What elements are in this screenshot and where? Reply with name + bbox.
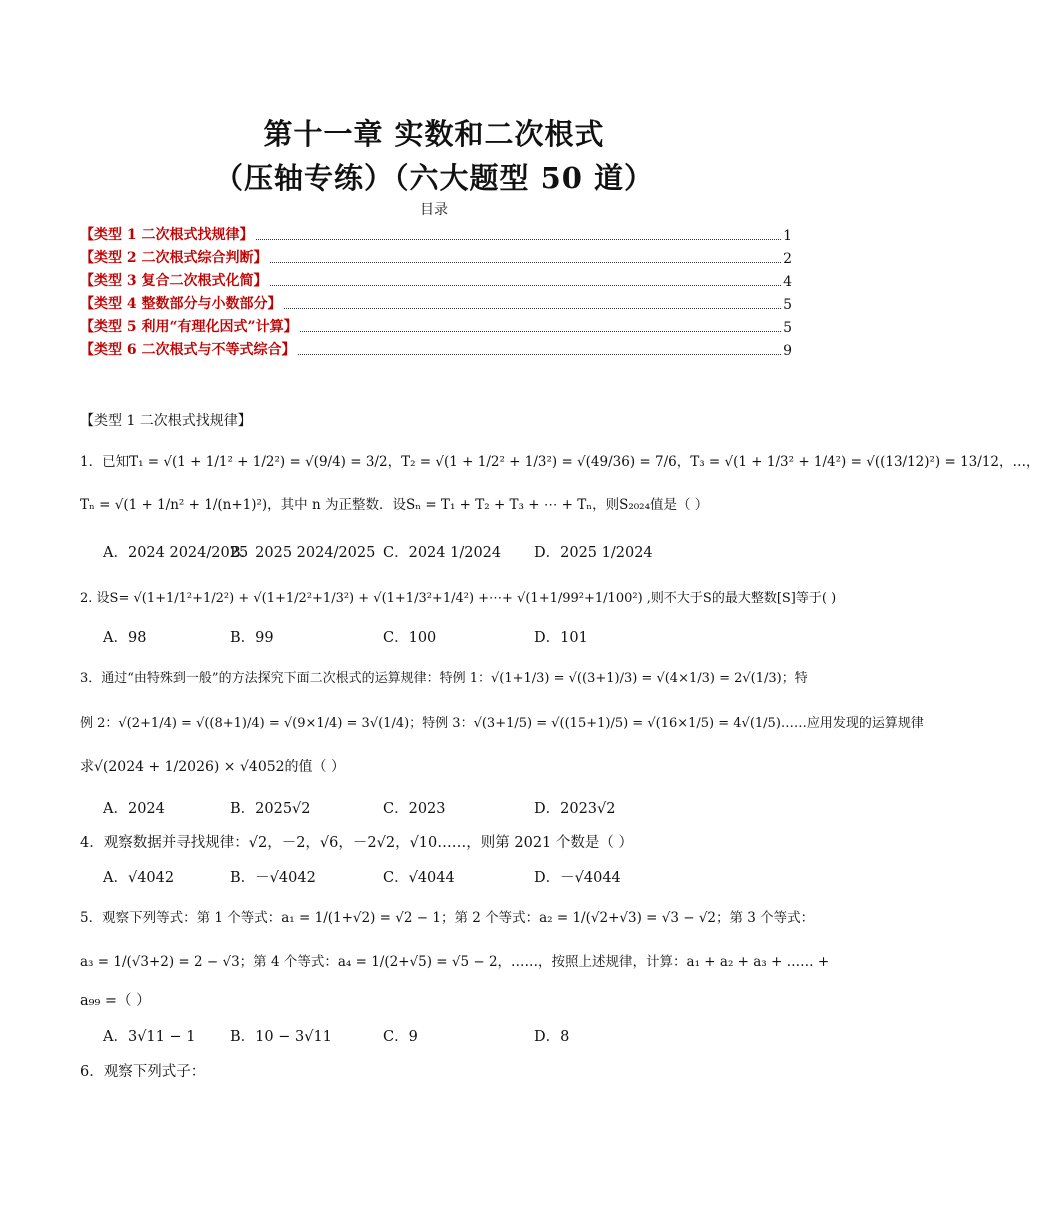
question-4-option-c[interactable]: C．√4044: [383, 870, 455, 886]
toc-item[interactable]: [80, 245, 792, 267]
toc-item-label: 【类型 3 复合二次根式化简】: [80, 273, 268, 289]
toc-leader: [256, 239, 782, 240]
toc-item-page: 5: [783, 320, 792, 336]
toc-item-page: 1: [783, 228, 792, 244]
toc-leader: [270, 285, 782, 286]
toc-leader: [300, 331, 781, 332]
question-3-option-c[interactable]: C．2023: [383, 801, 446, 817]
question-5-option-b[interactable]: B．10 − 3√11: [230, 1029, 332, 1045]
toc-item[interactable]: [80, 268, 792, 290]
question-5-line-3: a₉₉ =（ ）: [80, 993, 151, 1009]
question-3-option-d[interactable]: D．2023√2: [534, 801, 616, 817]
chapter-title: 第十一章 实数和二次根式: [263, 117, 605, 151]
question-2-option-a[interactable]: A．98: [103, 630, 147, 646]
toc-item-label: 【类型 6 二次根式与不等式综合】: [80, 342, 296, 358]
question-3-line-2: 例 2：√(2+1/4) = √((8+1)/4) = √(9×1/4) = 3√(1/4)；特例 3：√(3+1/5) = √((15+1)/5) = √(16×1/5) = 4√(1/5)……应用发现的运算规律: [80, 716, 924, 731]
question-3-option-a[interactable]: A．2024: [103, 801, 165, 817]
question-1-option-b[interactable]: B．2025 2024/2025: [230, 545, 376, 561]
toc-item[interactable]: [80, 314, 792, 336]
chapter-subtitle: （压轴专练）（六大题型 50 道）: [213, 161, 655, 195]
question-5-option-c[interactable]: C．9: [383, 1029, 418, 1045]
question-3-line-1: 3．通过“由特殊到一般”的方法探究下面二次根式的运算规律：特例 1：√(1+1/3) = √((3+1)/3) = √(4×1/3) = 2√(1/3)；特: [80, 671, 808, 686]
toc-item-page: 5: [783, 297, 792, 313]
question-3-option-b[interactable]: B．2025√2: [230, 801, 311, 817]
toc-leader: [298, 354, 782, 355]
question-1-option-c[interactable]: C．2024 1/2024: [383, 545, 502, 561]
toc-item-page: 4: [783, 274, 792, 290]
toc-item-page: 9: [783, 343, 792, 359]
question-2-line-1: 2. 设S= √(1+1/1²+1/2²) + √(1+1/2²+1/3²) + √(1+1/3²+1/4²) +⋯+ √(1+1/99²+1/100²) ,则不大于S的最大整数[S]等于( ): [80, 591, 837, 606]
toc-heading: 目录: [420, 202, 448, 218]
toc-item-label: 【类型 2 二次根式综合判断】: [80, 250, 268, 266]
question-4-option-b[interactable]: B．－√4042: [230, 870, 316, 886]
toc-item[interactable]: [80, 337, 792, 359]
question-1-line-2: Tₙ = √(1 + 1/n² + 1/(n+1)²)，其中 n 为正整数．设Sₙ = T₁ + T₂ + T₃ + ⋯ + Tₙ，则S₂₀₂₄值是（ ）: [80, 497, 709, 513]
question-6-line-1: 6．观察下列式子：: [80, 1064, 206, 1080]
question-5-line-2: a₃ = 1/(√3+2) = 2 − √3；第 4 个等式：a₄ = 1/(2+√5) = √5 − 2，……，按照上述规律，计算：a₁ + a₂ + a₃ + …… +: [80, 954, 830, 970]
question-4-line-1: 4．观察数据并寻找规律：√2，－2，√6，－2√2，√10……，则第 2021 个数是（ ）: [80, 835, 633, 851]
toc-leader: [284, 308, 782, 309]
section-heading: 【类型 1 二次根式找规律】: [80, 413, 252, 429]
question-3-line-3: 求√(2024 + 1/2026) × √4052的值（ ）: [80, 759, 345, 775]
question-2-option-c[interactable]: C．100: [383, 630, 437, 646]
toc-leader: [270, 262, 782, 263]
toc-item[interactable]: [80, 291, 792, 313]
question-4-option-d[interactable]: D．－√4044: [534, 870, 621, 886]
toc-item-page: 2: [783, 251, 792, 267]
toc-item[interactable]: [80, 222, 792, 244]
question-2-option-b[interactable]: B．99: [230, 630, 274, 646]
question-5-option-d[interactable]: D．8: [534, 1029, 570, 1045]
question-4-option-a[interactable]: A．√4042: [103, 870, 175, 886]
toc-item-label: 【类型 5 利用“有理化因式”计算】: [80, 319, 298, 335]
question-5-line-1: 5．观察下列等式：第 1 个等式：a₁ = 1/(1+√2) = √2 − 1；第 2 个等式：a₂ = 1/(√2+√3) = √3 − √2；第 3 个等式：: [80, 910, 815, 926]
toc-item-label: 【类型 1 二次根式找规律】: [80, 227, 254, 243]
question-2-option-d[interactable]: D．101: [534, 630, 588, 646]
question-5-option-a[interactable]: A．3√11 − 1: [103, 1029, 196, 1045]
question-1-line-1: 1．已知T₁ = √(1 + 1/1² + 1/2²) = √(9/4) = 3/2，T₂ = √(1 + 1/2² + 1/3²) = √(49/36) = 7/6，T₃ = √(1 + 1/3² + 1/4²) = √((13/12)²) = 13/12，…，: [80, 454, 1040, 470]
question-1-option-d[interactable]: D．2025 1/2024: [534, 545, 653, 561]
toc-item-label: 【类型 4 整数部分与小数部分】: [80, 296, 282, 312]
question-1-option-a[interactable]: A．2024 2024/2025: [103, 545, 249, 561]
